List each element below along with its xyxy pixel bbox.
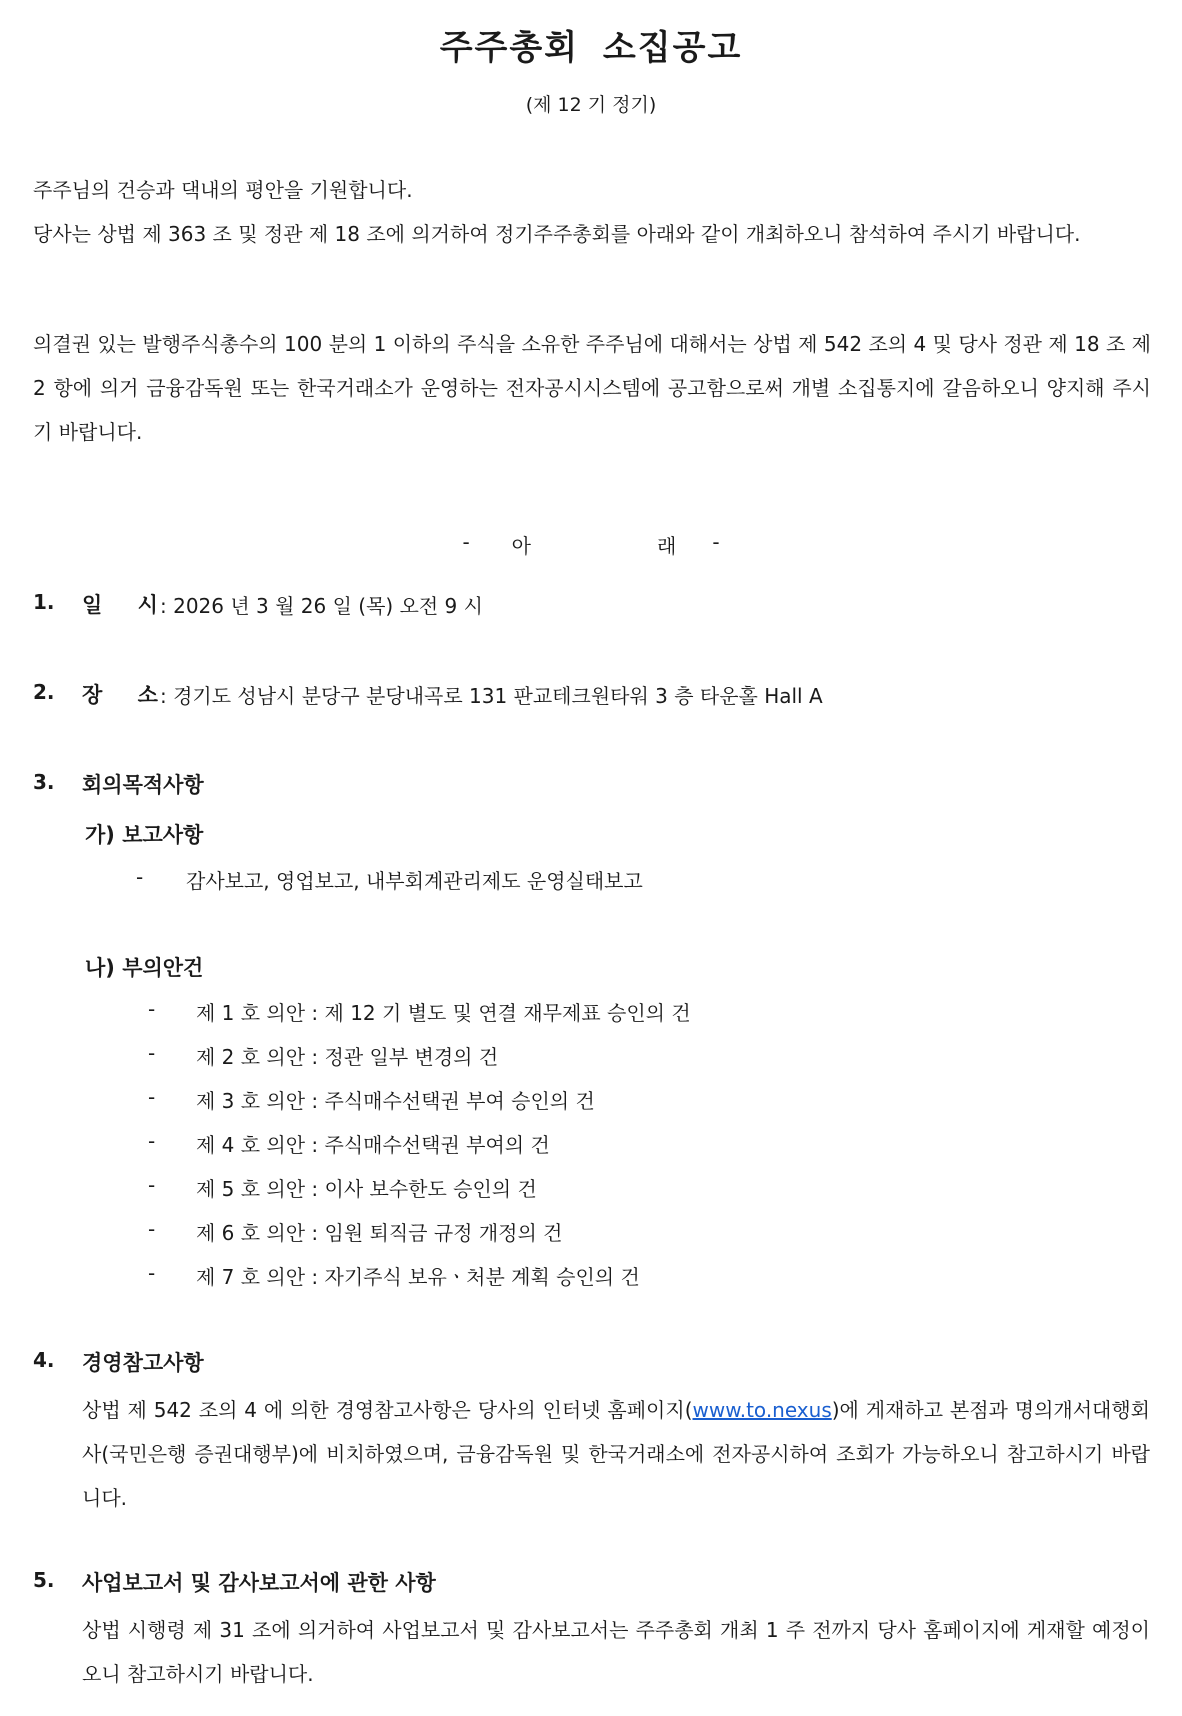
resolution-dash: - — [148, 1129, 156, 1153]
resolution-item-1: 제 1 호 의안 : 제 12 기 별도 및 연결 재무제표 승인의 건 — [196, 1001, 691, 1025]
section-4-number: 4. — [33, 1348, 55, 1372]
resolution-dash: - — [148, 1085, 156, 1109]
arae-rae: 래 — [657, 534, 677, 558]
resolution-dash: - — [148, 1261, 156, 1285]
intro-greeting: 주주님의 건승과 댁내의 평안을 기원합니다. — [33, 178, 413, 202]
section-4-label: 경영참고사항 — [82, 1351, 204, 1375]
resolution-dash: - — [148, 997, 156, 1021]
section-5-body: 상법 시행령 제 31 조에 의거하여 사업보고서 및 감사보고서는 주주총회 개최 1 주 전까지 당사 홈페이지에 게재할 예정이오니 참고하시기 바랍니다. — [82, 1618, 1150, 1686]
resolution-item-6: 제 6 호 의안 : 임원 퇴직금 규정 개정의 건 — [196, 1221, 563, 1245]
page-title: 주주총회 소집공고 — [439, 28, 743, 68]
reports-heading: 가) 보고사항 — [85, 823, 204, 847]
section-2-label: 장 소 — [82, 683, 172, 707]
section-2-number: 2. — [33, 680, 55, 704]
resolution-item-7: 제 7 호 의안 : 자기주식 보유ㆍ처분 계획 승인의 건 — [196, 1265, 640, 1289]
report-dash: - — [136, 865, 144, 889]
resolution-dash: - — [148, 1173, 156, 1197]
intro-paragraph — [33, 168, 1151, 256]
section-1-label: 일 시 — [82, 593, 172, 617]
section-3-label: 회의목적사항 — [82, 773, 204, 797]
section-5-label: 사업보고서 및 감사보고서에 관한 사항 — [82, 1571, 436, 1595]
resolutions-heading: 나) 부의안건 — [85, 956, 204, 980]
arae-heading — [0, 530, 1182, 559]
section-4-text-before: 상법 제 542 조의 4 에 의한 경영참고사항은 당사의 인터넷 홈페이지( — [82, 1398, 693, 1422]
resolution-dash: - — [148, 1041, 156, 1065]
intro-body: 당사는 상법 제 363 조 및 정관 제 18 조에 의거하여 정기주주총회를 아래와 같이 개최하오니 참석하여 주시기 바랍니다. — [33, 222, 1081, 246]
arae-dash-right: - — [712, 530, 720, 554]
section-4-body — [82, 1388, 1150, 1520]
section-1-number: 1. — [33, 590, 55, 614]
arae-dash-left: - — [462, 530, 470, 554]
resolution-item-5: 제 5 호 의안 : 이사 보수한도 승인의 건 — [196, 1177, 537, 1201]
arae-a: 아 — [511, 534, 531, 558]
resolution-item-3: 제 3 호 의안 : 주식매수선택권 부여 승인의 건 — [196, 1089, 595, 1113]
report-item: 감사보고, 영업보고, 내부회계관리제도 운영실태보고 — [186, 869, 643, 893]
section-5-number: 5. — [33, 1568, 55, 1592]
section-4-text-after: )에 게재하고 본점과 명의개서대행회사(국민은행 증권대행부)에 비치하였으며, 금융감독원 및 한국거래소에 전자공시하여 조회가 가능하오니 참고하시기 바랍니다. — [82, 1398, 1150, 1510]
resolution-item-2: 제 2 호 의안 : 정관 일부 변경의 건 — [196, 1045, 499, 1069]
homepage-link[interactable]: www.to.nexus — [692, 1398, 832, 1422]
page-subtitle: (제 12 기 정기) — [525, 94, 657, 116]
section-1-value: : 2026 년 3 월 26 일 (목) 오전 9 시 — [160, 594, 483, 618]
section-2-value: : 경기도 성남시 분당구 분당내곡로 131 판교테크원타워 3 층 타운홀 Hall A — [160, 684, 823, 708]
section-3-number: 3. — [33, 770, 55, 794]
resolution-dash: - — [148, 1217, 156, 1241]
resolution-item-4: 제 4 호 의안 : 주식매수선택권 부여의 건 — [196, 1133, 550, 1157]
notice-paragraph: 의결권 있는 발행주식총수의 100 분의 1 이하의 주식을 소유한 주주님에 대해서는 상법 제 542 조의 4 및 당사 정관 제 18 조 제 2 항에 의거 금융감독원 또는 한국거래소가 운영하는 전자공시시스템에 공고함으로써 개별 소집통지에 갈음하오니 양지해 주시기 바랍니다. — [33, 332, 1151, 444]
